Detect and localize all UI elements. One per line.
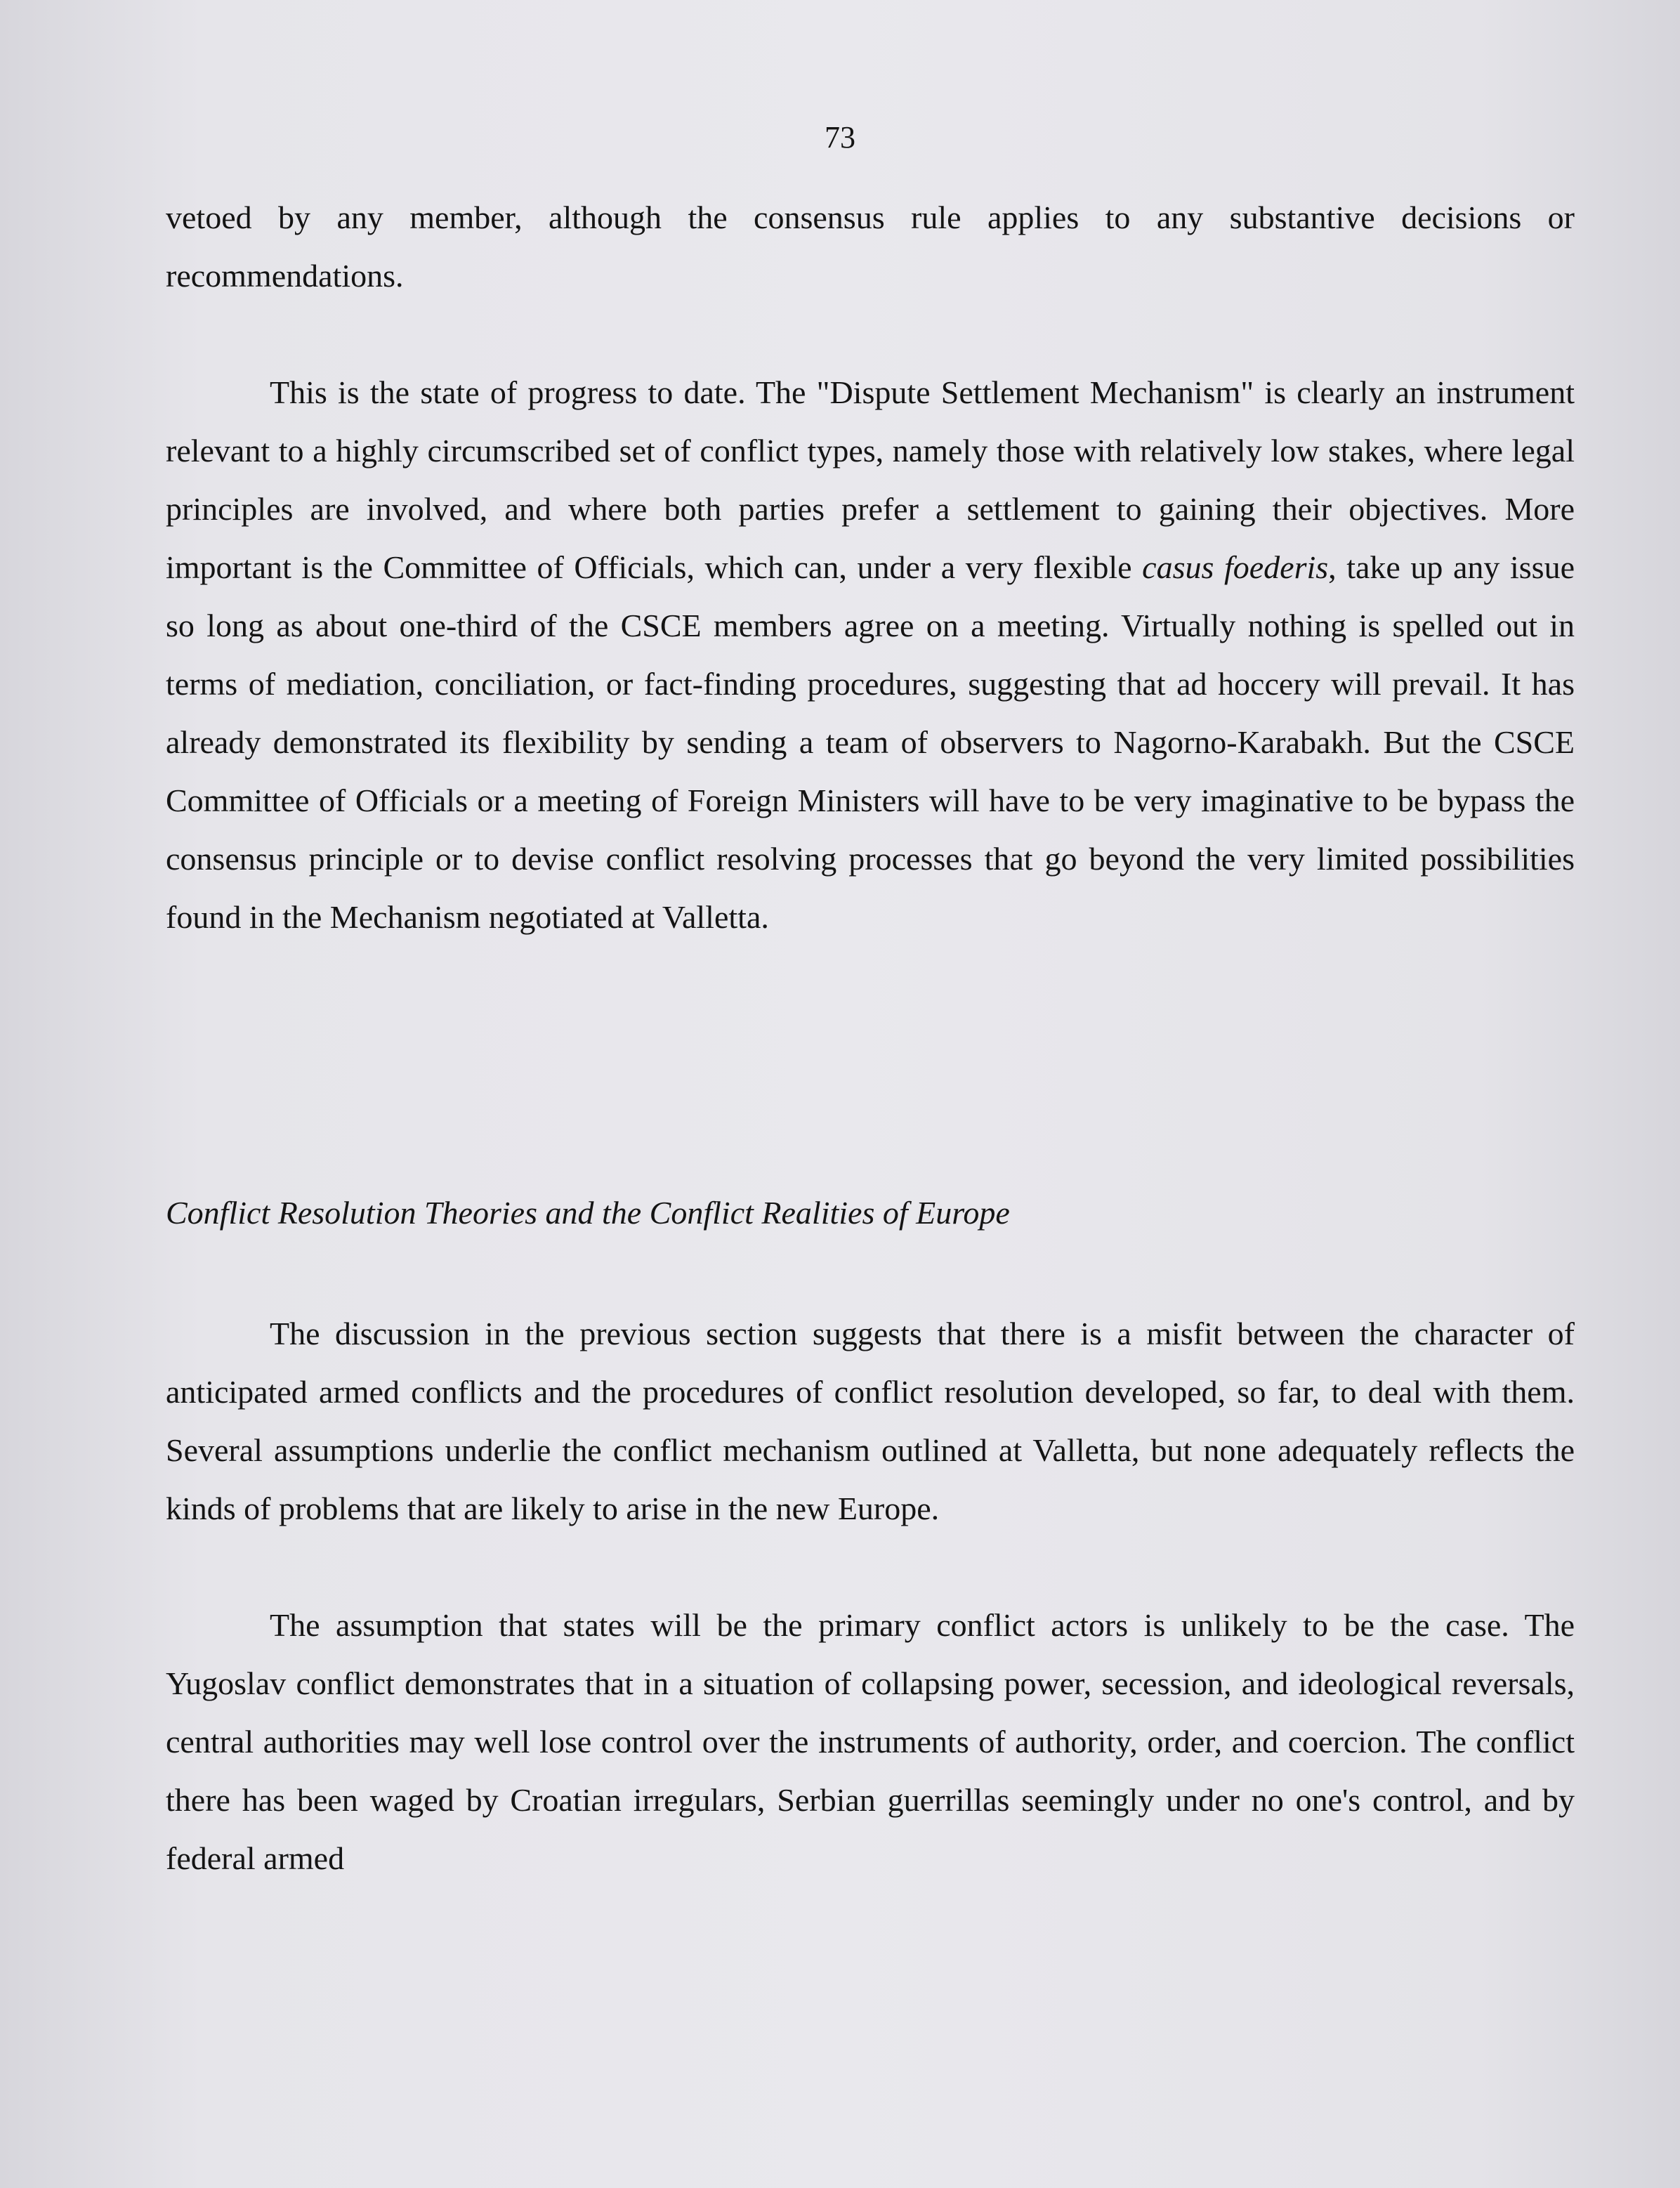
casus-foederis-term: casus foederis — [1142, 549, 1329, 585]
paragraph-progress-text-1: This is the state of progress to date. The "Dispute Settlement Mechanism" is clearly an instrument relevant to a highly circumscribed set of conflict types, namely those with relatively low stakes, where legal principles are involved, and where both parties prefer a settlement to gaining their objectives. More important is the Committee of Officials, which can, under a very flexible — [166, 374, 1575, 585]
body-text-bottom — [166, 1304, 1575, 1887]
paragraph-misfit: The discussion in the previous section suggests that there is a misfit between the character of anticipated armed conflicts and the procedures of conflict resolution developed, so far, to deal with them. Several assumptions underlie the conflict mechanism outlined at Valletta, but none adequately reflects the kinds of problems that are likely to arise in the new Europe. — [166, 1316, 1575, 1526]
paragraph-continuation: vetoed by any member, although the consensus rule applies to any substantive decisions or recommendations. — [166, 199, 1575, 294]
section-heading: Conflict Resolution Theories and the Conflict Realities of Europe — [166, 1195, 1010, 1231]
paragraph-states-assumption: The assumption that states will be the primary conflict actors is unlikely to be the case. The Yugoslav conflict demonstrates that in a situation of collapsing power, secession, and ideological reversals, central authorities may well lose control over the instruments of authority, order, and coercion. The conflict there has been waged by Croatian irregulars, Serbian guerrillas seemingly under no one's control, and by federal armed — [166, 1607, 1575, 1876]
body-text-top — [166, 188, 1575, 946]
paragraph-progress-text-2: , take up any issue so long as about one-third of the CSCE members agree on a meeting. Virtually nothing is spelled out in terms of mediation, conciliation, or fact-finding procedures, suggesting that ad hoccery will prevail. It has already demonstrated its flexibility by sending a team of observers to Nagorno-Karabakh. But the CSCE Committee of Officials or a meeting of Foreign Ministers will have to be very imaginative to be bypass the consensus principle or to devise conflict resolving processes that go beyond the very limited possibilities found in the Mechanism negotiated at Valletta. — [166, 549, 1575, 935]
page-number: 73 — [825, 120, 855, 155]
paragraph-progress — [166, 363, 1575, 946]
